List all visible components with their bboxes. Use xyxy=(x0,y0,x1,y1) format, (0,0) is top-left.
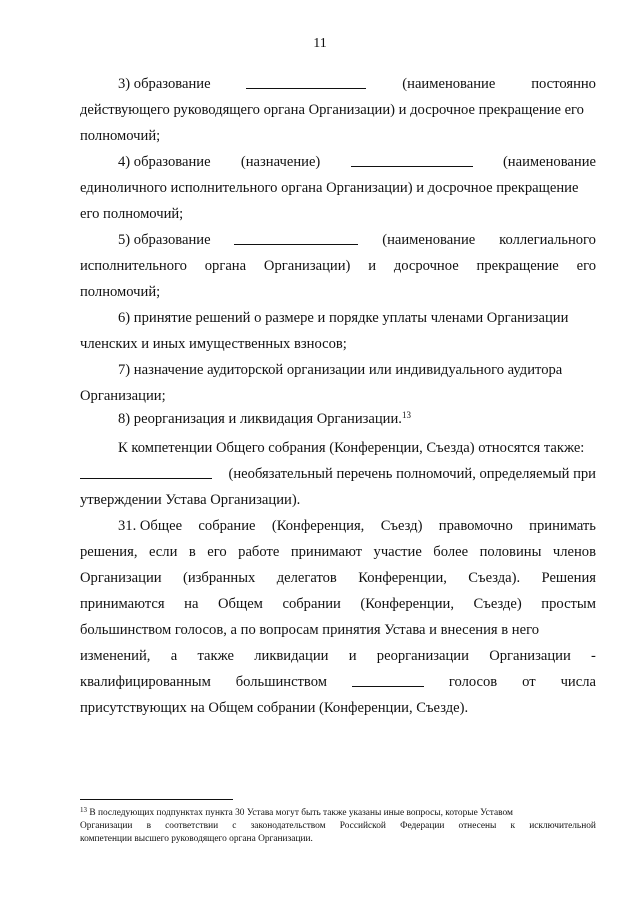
word: Съезда). xyxy=(468,570,521,586)
p31-blank xyxy=(352,673,424,687)
footnote-line-2 xyxy=(80,820,596,832)
competence-line-1: К компетенции Общего собрания (Конференции, Съезда) относятся также: xyxy=(118,440,585,456)
item-3-word-2: постоянно xyxy=(531,76,596,92)
word: его xyxy=(207,544,227,560)
word: решения, xyxy=(80,544,138,560)
footnote-number: 13 xyxy=(80,806,87,814)
item-5-word-1: (наименование xyxy=(382,232,476,248)
word: досрочное xyxy=(393,258,459,274)
word: числа xyxy=(560,674,596,690)
word: - xyxy=(591,648,596,664)
word: голосов xyxy=(448,674,498,690)
word: и xyxy=(348,648,357,664)
p31-line-2 xyxy=(80,543,596,561)
word: прекращение xyxy=(476,258,559,274)
word: Конференции, xyxy=(358,570,447,586)
footnote-line-3: компетенции высшего руководящего органа Организации. xyxy=(80,834,313,844)
word: участие xyxy=(373,544,422,560)
item-4-line-3: его полномочий; xyxy=(80,206,184,222)
p31-line-3 xyxy=(80,569,596,587)
item-7-line-1: 7) назначение аудиторской организации или индивидуального аудитора xyxy=(118,362,563,378)
word: Съезде) xyxy=(473,596,522,612)
competence-text: (необязательный перечень полномочий, определяемый при xyxy=(228,466,596,482)
word: к xyxy=(510,821,516,831)
word: (Конференция, xyxy=(271,518,365,534)
footnote-divider xyxy=(80,799,233,800)
word: делегатов xyxy=(276,570,337,586)
p31-line-5: большинством голосов, а по вопросам принятия Устава и внесения в него xyxy=(80,622,540,638)
word: (Конференции, xyxy=(360,596,454,612)
word: 31. Общее xyxy=(118,518,183,534)
item-7-line-2: Организации; xyxy=(80,388,166,404)
item-4-blank xyxy=(351,153,473,167)
footnote-reference: 13 xyxy=(401,410,411,420)
word: на xyxy=(184,596,199,612)
word: Организации) xyxy=(263,258,351,274)
word: органа xyxy=(204,258,247,274)
word: в xyxy=(188,544,196,560)
word: квалифицированным xyxy=(80,674,211,690)
word: изменений, xyxy=(80,648,151,664)
word: если xyxy=(148,544,178,560)
item-5-line-2 xyxy=(80,257,596,275)
word: Съезд) xyxy=(380,518,423,534)
p31-line-7 xyxy=(80,673,596,691)
word: исполнительного xyxy=(80,258,187,274)
item-5-line-3: полномочий; xyxy=(80,284,161,300)
word: Организации xyxy=(489,648,571,664)
item-6-line-1: 6) принятие решений о размере и порядке уплаты членами Организации xyxy=(118,310,569,326)
word: а xyxy=(170,648,178,664)
word: ликвидации xyxy=(254,648,329,664)
word: соответствии xyxy=(165,821,219,831)
page-number: 11 xyxy=(313,36,327,51)
p31-line-1 xyxy=(118,517,596,535)
word: собрании xyxy=(282,596,341,612)
item-5-blank xyxy=(234,231,358,245)
word: его xyxy=(576,258,596,274)
item-4-line-2: единоличного исполнительного органа Организации) и досрочное прекращение xyxy=(80,180,579,196)
word: реорганизации xyxy=(376,648,469,664)
item-5-prefix: 5) образование xyxy=(118,232,211,248)
competence-line-2 xyxy=(80,465,596,483)
item-4-word-3: (наименование xyxy=(502,154,596,170)
word: более xyxy=(433,544,469,560)
footnote-line-1 xyxy=(80,807,513,819)
word: Организации xyxy=(80,570,162,586)
word: от xyxy=(522,674,536,690)
item-3-blank xyxy=(246,75,366,89)
item-4-line-1 xyxy=(118,153,596,171)
p31-line-8: присутствующих на Общем собрании (Конференции, Съезде). xyxy=(80,700,469,716)
competence-line-3: утверждении Устава Организации). xyxy=(80,492,301,508)
word: Организации xyxy=(80,821,133,831)
word: принимаются xyxy=(80,596,165,612)
word: также xyxy=(197,648,234,664)
item-5-line-1 xyxy=(118,231,596,249)
word: членов xyxy=(552,544,596,560)
word: в xyxy=(146,821,151,831)
footnote-text-1: В последующих подпунктах пункта 30 Устава могут быть также указаны иные вопросы, которые Уставом xyxy=(89,808,513,818)
word: с xyxy=(232,821,237,831)
item-8-line xyxy=(118,410,411,428)
competence-blank xyxy=(80,465,212,479)
word: отнесены xyxy=(458,821,497,831)
word: Российской xyxy=(339,821,386,831)
item-3-line-2: действующего руководящего органа Организации) и досрочное прекращение его xyxy=(80,102,584,118)
word: простым xyxy=(541,596,596,612)
p31-line-4 xyxy=(80,595,596,613)
p31-line-6 xyxy=(80,647,596,665)
item-3-prefix: 3) образование xyxy=(118,76,211,92)
item-4-word-1: 4) образование xyxy=(118,154,211,170)
item-3-line-3: полномочий; xyxy=(80,128,161,144)
word: работе xyxy=(238,544,280,560)
item-6-line-2: членских и иных имущественных взносов; xyxy=(80,336,347,352)
word: (избранных xyxy=(182,570,256,586)
word: Общем xyxy=(218,596,263,612)
word: исключительной xyxy=(529,821,596,831)
item-8-text: 8) реорганизация и ликвидация Организации. xyxy=(118,411,402,427)
word: большинством xyxy=(235,674,327,690)
word: собрание xyxy=(198,518,256,534)
word: принимать xyxy=(529,518,596,534)
item-3-line-1 xyxy=(118,75,596,93)
word: и xyxy=(368,258,376,274)
item-3-word-1: (наименование xyxy=(402,76,496,92)
word: Федерации xyxy=(400,821,445,831)
word: законодательством xyxy=(250,821,326,831)
item-4-word-2: (назначение) xyxy=(240,154,321,170)
word: правомочно xyxy=(438,518,513,534)
word: принимают xyxy=(290,544,363,560)
item-5-word-2: коллегиального xyxy=(499,232,596,248)
word: Решения xyxy=(541,570,596,586)
word: половины xyxy=(479,544,542,560)
